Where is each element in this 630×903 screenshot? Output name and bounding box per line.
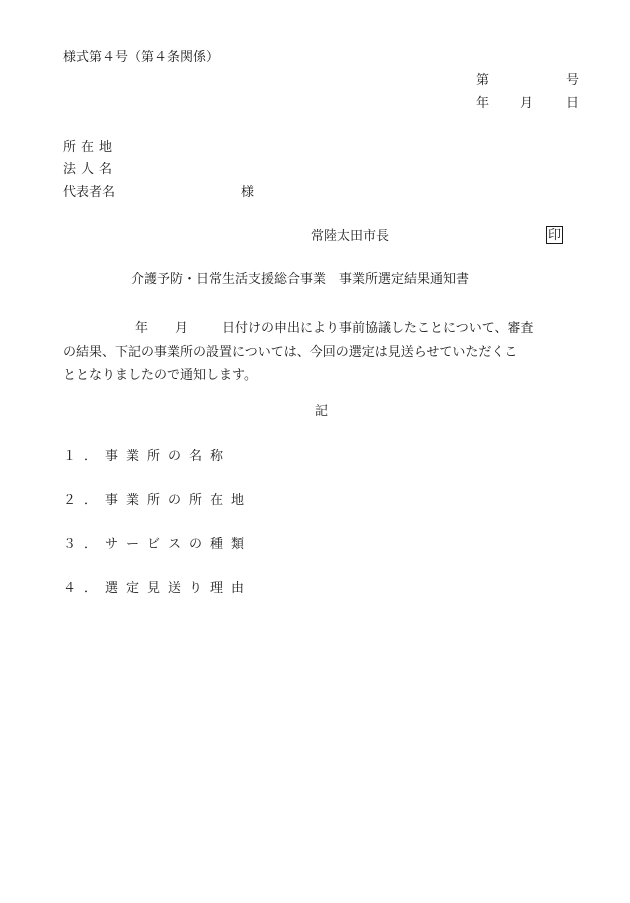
representative-label: 代表者名 xyxy=(63,185,116,200)
body-year: 年 xyxy=(135,321,149,336)
item-service-type: ３．サービスの種類 xyxy=(63,537,253,552)
item-facility-address: ２．事業所の所在地 xyxy=(63,493,253,508)
date-day-label: 日 xyxy=(566,96,580,111)
body-paragraph xyxy=(63,317,579,388)
document-number-suffix: 号 xyxy=(566,73,580,88)
body-line-1-text: 日付けの申出により事前協議したことについて、審査 xyxy=(222,321,534,336)
body-line-1 xyxy=(63,317,579,341)
date-month-label: 月 xyxy=(520,96,534,111)
ki-heading: 記 xyxy=(315,404,329,419)
document-number-prefix: 第 xyxy=(476,73,490,88)
body-line-3: ととなりましたので通知します。 xyxy=(63,368,257,383)
honorific: 様 xyxy=(241,185,255,200)
body-month: 月 xyxy=(175,321,189,336)
seal-stamp: 印 xyxy=(548,228,562,243)
date-year-label: 年 xyxy=(476,96,490,111)
item-rejection-reason: ４．選定見送り理由 xyxy=(63,581,253,596)
corporation-name-label: 法人名 xyxy=(63,162,118,177)
sender-mayor: 常陸太田市長 xyxy=(311,229,390,244)
body-line-2: の結果、下記の事業所の設置については、今回の選定は見送らせていただくこ xyxy=(63,344,518,360)
form-number-label: 様式第４号（第４条関係） xyxy=(63,50,220,65)
document-title: 介護予防・日常生活支援総合事業 事業所選定結果通知書 xyxy=(131,272,470,287)
item-facility-name: １．事業所の名称 xyxy=(63,449,232,464)
address-label: 所在地 xyxy=(63,140,118,155)
